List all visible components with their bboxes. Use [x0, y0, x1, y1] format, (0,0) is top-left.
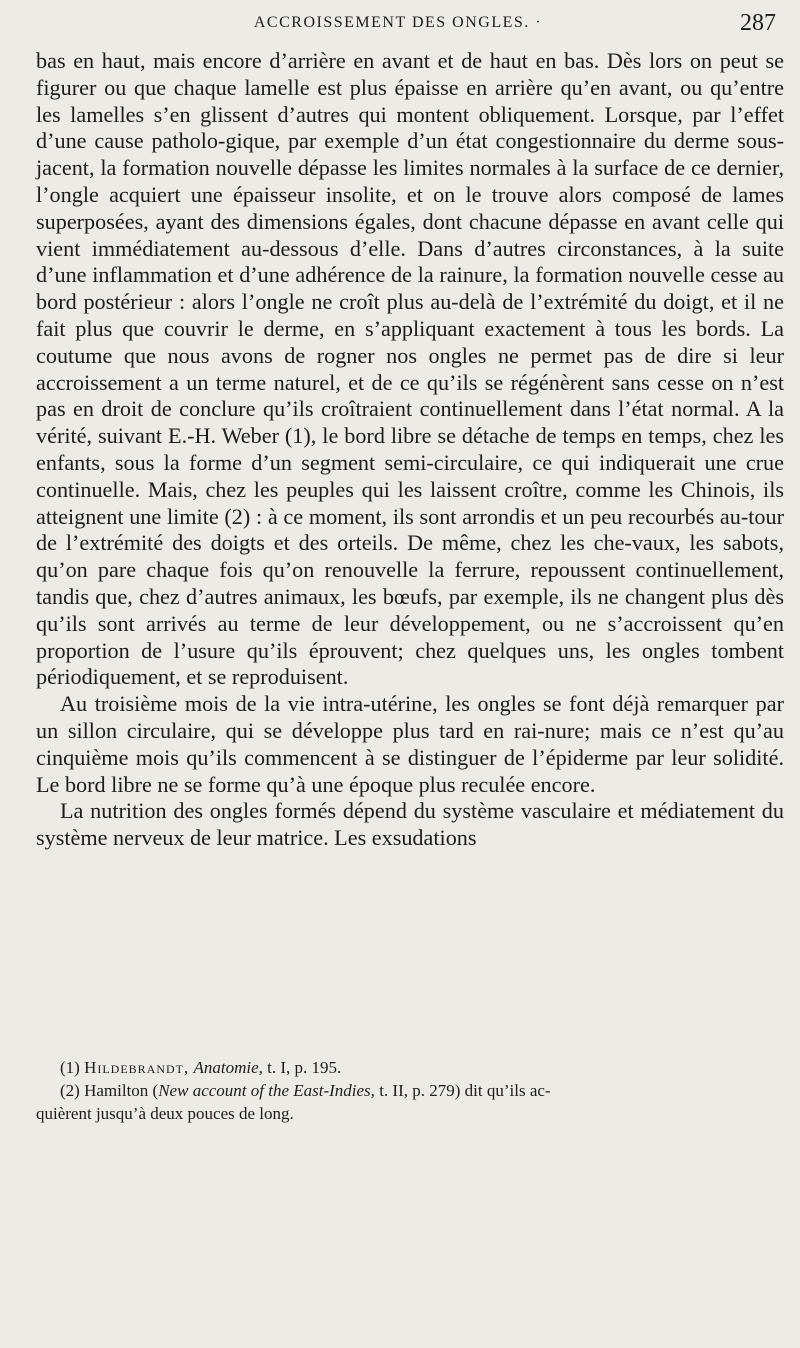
footnote-2	[36, 1079, 786, 1102]
running-title: ACCROISSEMENT DES ONGLES. ·	[253, 14, 543, 31]
paragraph: La nutrition des ongles formés dépend du système vasculaire et médiatement du système nerveux de leur matrice. Les exsudations	[36, 798, 784, 851]
footnotes	[36, 1056, 786, 1125]
paragraph: Au troisième mois de la vie intra-utérine, les ongles se font déjà remarquer par un sillon circulaire, qui se développe plus tard en rai-nure; mais ce n’est qu’au cinquième mois qu’ils commencent à se distinguer de l’épiderme par leur solidité. Le bord libre ne se forme qu’à une époque plus reculée encore.	[36, 691, 784, 797]
footnote-title: Anatomie,	[193, 1058, 263, 1077]
footnote-number: (1)	[60, 1058, 80, 1077]
footnote-2-continued: quièrent jusqu’à deux pouces de long.	[36, 1104, 294, 1123]
footnote-ref: t. I, p. 195.	[267, 1058, 342, 1077]
page-number: 287	[740, 10, 776, 36]
footnote-author: Hildebrandt,	[84, 1058, 190, 1077]
body-text	[36, 48, 784, 852]
footnote-number: (2)	[60, 1081, 80, 1100]
paragraph: bas en haut, mais encore d’arrière en avant et de haut en bas. Dès lors on peut se figurer ou que chaque lamelle est plus épaisse en arrière qu’en avant, ou qu’entre les lamelles s’en glissent d’autres qui montent obliquement. Lorsque, par l’effet d’une cause patholo-gique, par exemple d’un état congestionnaire du derme sous-jacent, la formation nouvelle dépasse les limites normales à la surface de ce dernier, l’ongle acquiert une épaisseur insolite, et on le trouve alors composé de lames superposées, ayant des dimensions égales, dont chacune dépasse en avant celle qui vient immédiatement au-dessous d’elle. Dans d’autres circonstances, à la suite d’une inflammation et d’une adhérence de la rainure, la formation nouvelle cesse au bord postérieur : alors l’ongle ne croît plus au-delà de l’extrémité du doigt, et il ne fait plus que couvrir le derme, en s’appliquant exactement à tous les bords. La coutume que nous avons de rogner nos ongles ne permet pas de dire si leur accroissement a un terme naturel, et de ce qu’ils se régénèrent sans cesse on n’est pas en droit de conclure qu’ils croîtraient continuellement dans l’état normal. A la vérité, suivant E.-H. Weber (1), le bord libre se détache de temps en temps, chez les enfants, sous la forme d’un segment semi-circulaire, ce qui indiquerait une crue continuelle. Mais, chez les peuples qui les laissent croître, comme les Chinois, ils atteignent une limite (2) : à ce moment, ils sont arrondis et un peu recourbés au-tour de l’extrémité des doigts et des orteils. De même, chez les che-vaux, les sabots, qu’on pare chaque fois qu’on renouvelle la ferrure, repoussent continuellement, tandis que, chez d’autres animaux, les bœufs, par exemple, ils ne changent plus dès qu’ils sont arrivés au terme de leur développement, ou ne s’accroissent qu’en proportion de l’usure qu’ils éprouvent; chez quelques uns, les ongles tombent périodiquement, et se reproduisent.	[36, 48, 784, 690]
footnote-title: New account of the East-Indies,	[158, 1081, 375, 1100]
footnote-1	[36, 1056, 786, 1079]
footnote-ref: t. II, p. 279) dit qu’ils ac-	[379, 1081, 551, 1100]
footnote-author: Hamilton (	[84, 1081, 159, 1100]
